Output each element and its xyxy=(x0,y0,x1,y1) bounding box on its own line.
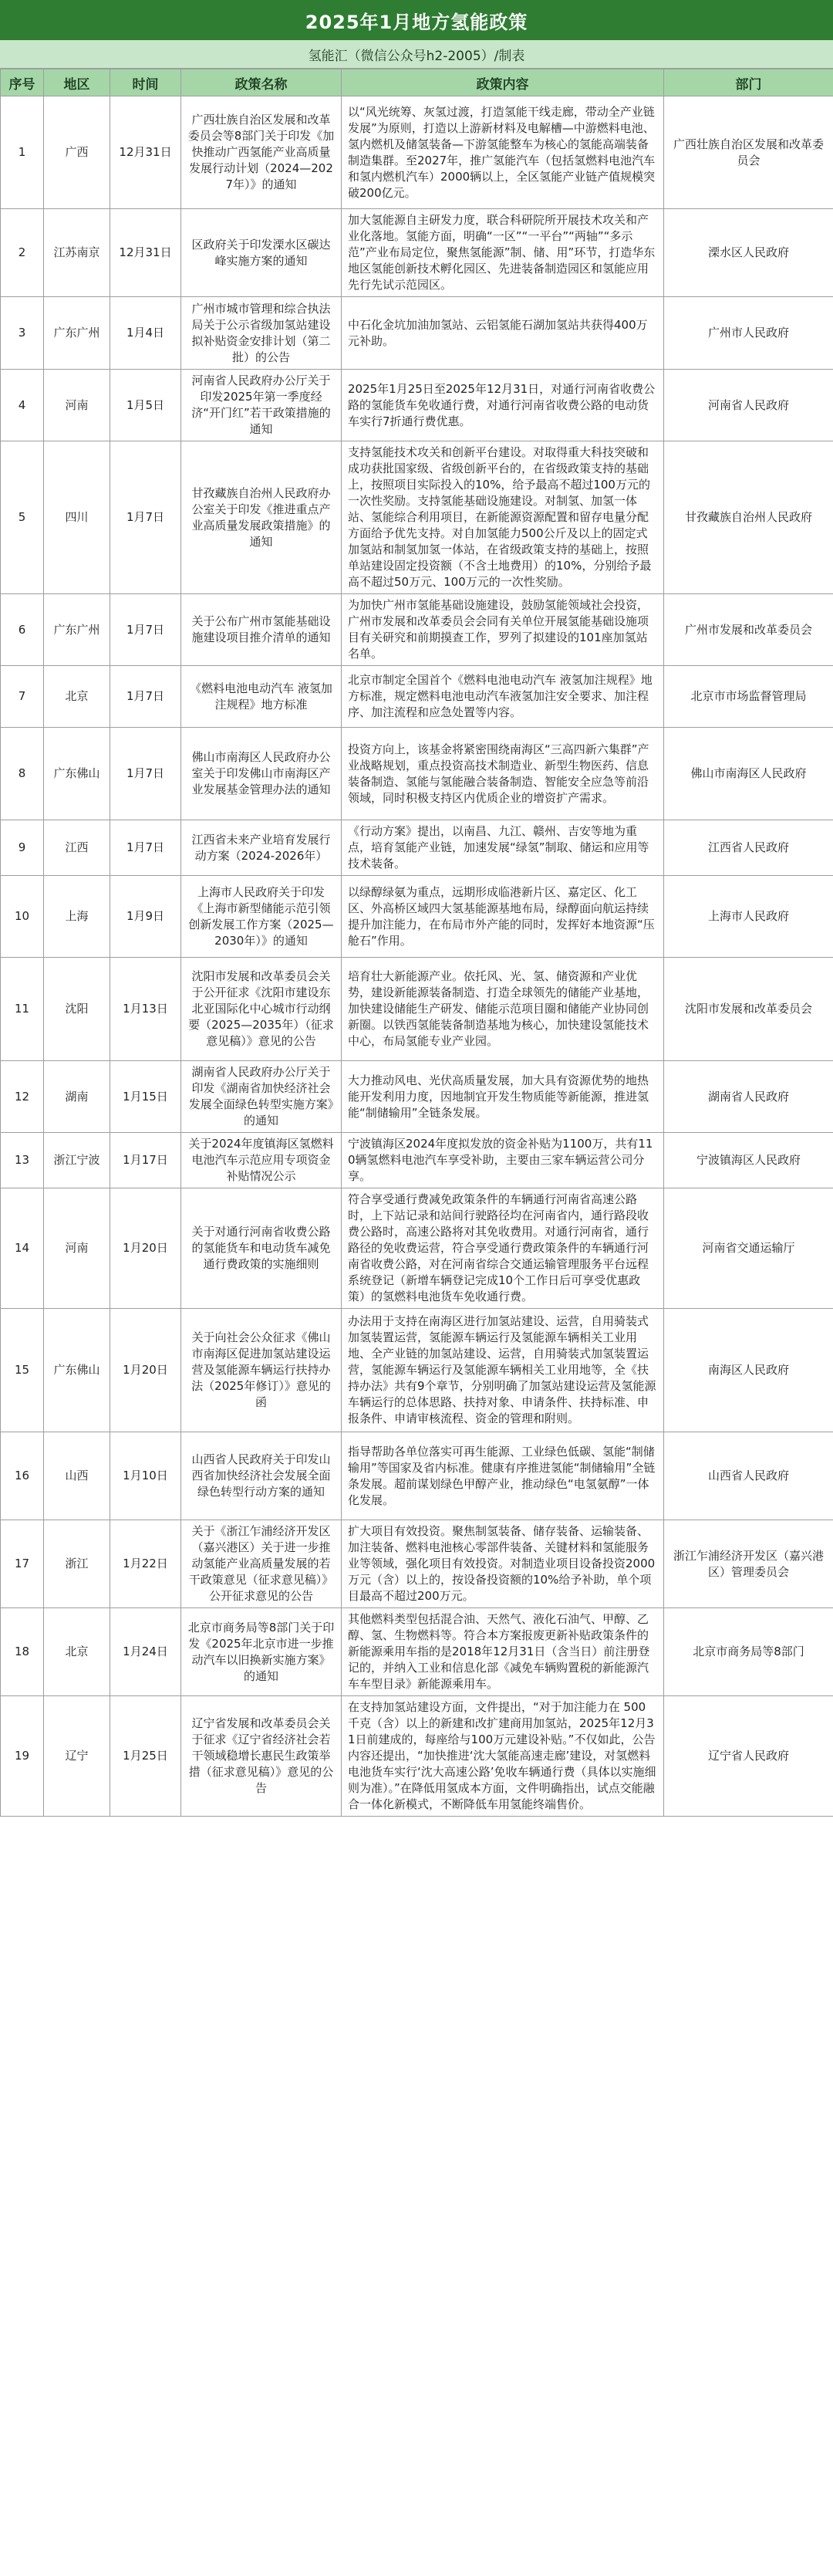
table-row xyxy=(1,820,833,876)
column-header-region: 地区 xyxy=(44,69,110,96)
table-row xyxy=(1,441,833,594)
row-policy-name: 关于《浙江乍浦经济开发区（嘉兴港区）关于进一步推动氢能产业高质量发展的若干政策意见（征求意见稿）》公开征求意见的公告 xyxy=(181,1520,342,1608)
row-policy-content: 在支持加氢站建设方面，文件提出，“对于加注能力在 500 千克（含）以上的新建和改扩建商用加氢站，2025年12月31日前建成的，每座给与100万元建设补贴。”不仅如此，公告内容还提出，“加快推进‘沈大氢能高速走廊’建设，对氢燃料电池货车实行‘沈大高速公路’免收车辆通行费（具体以实施细则为准）。”在降低用氢成本方面，文件明确指出，试点交能融合一体化新模式，不断降低车用氢能终端售价。 xyxy=(342,1696,664,1817)
row-policy-name: 甘孜藏族自治州人民政府办公室关于印发《推进重点产业高质量发展政策措施》的通知 xyxy=(181,441,342,594)
row-department: 北京市市场监督管理局 xyxy=(664,666,833,728)
row-policy-content: 符合享受通行费减免政策条件的车辆通行河南省高速公路时，上下站记录和站间行驶路径均在河南省内，通行路段收费公路时，高速公路将对其免收费用。对通行河南省，通行路径的免收费运营，符合享受通行费政策条件的车辆通行河南省收费公路，对在河南省综合交通运输管理服务平台远程系统登记（新增车辆登记完成10个工作日后可享受优惠政策）的氢燃料电池货车免收通行费。 xyxy=(342,1188,664,1309)
row-policy-name: 关于公布广州市氢能基础设施建设项目推介清单的通知 xyxy=(181,594,342,666)
row-policy-content: 北京市制定全国首个《燃料电池电动汽车 液氢加注规程》地方标准，规定燃料电池电动汽车液氢加注安全要求、加注程序、加注流程和应急处置等内容。 xyxy=(342,666,664,728)
row-region: 江西 xyxy=(44,820,110,876)
row-policy-content: 宁波镇海区2024年度拟发放的资金补贴为1100万，共有110辆氢燃料电池汽车享受补助，主要由三家车辆运营公司分享。 xyxy=(342,1133,664,1188)
page-subtitle: 氢能汇（微信公众号h2-2005）/制表 xyxy=(0,40,833,69)
row-date: 1月13日 xyxy=(110,958,181,1061)
table-row xyxy=(1,1520,833,1608)
row-policy-content: 其他燃料类型包括混合油、天然气、液化石油气、甲醇、乙醇、氢、生物燃料等。符合本方案报废更新补贴政策条件的新能源乘用车指的是2018年12月31日（含当日）前注册登记的，并纳入工业和信息化部《减免车辆购置税的新能源汽车车型目录》新能源乘用车。 xyxy=(342,1608,664,1696)
row-region: 四川 xyxy=(44,441,110,594)
row-department: 河南省交通运输厅 xyxy=(664,1188,833,1309)
row-policy-name: 《燃料电池电动汽车 液氢加注规程》地方标准 xyxy=(181,666,342,728)
row-index: 14 xyxy=(1,1188,44,1309)
row-department: 江西省人民政府 xyxy=(664,820,833,876)
row-index: 19 xyxy=(1,1696,44,1817)
row-department: 广州市发展和改革委员会 xyxy=(664,594,833,666)
row-policy-name: 辽宁省发展和改革委员会关于征求《辽宁省经济社会若干领域稳增长惠民生政策举措（征求意见稿）》意见的公告 xyxy=(181,1696,342,1817)
row-policy-content: 为加快广州市氢能基础设施建设，鼓励氢能领域社会投资，广州市发展和改革委员会会同有关单位开展氢能基础设施项目有关研究和前期摸查工作，罗列了拟建设的101座加氢站名单。 xyxy=(342,594,664,666)
row-index: 6 xyxy=(1,594,44,666)
row-region: 山西 xyxy=(44,1432,110,1520)
row-date: 12月31日 xyxy=(110,96,181,209)
table-row xyxy=(1,370,833,441)
row-region: 湖南 xyxy=(44,1061,110,1133)
row-policy-content: 中石化金坑加油加氢站、云铝氢能石湖加氢站共获得400万元补助。 xyxy=(342,297,664,370)
table-row xyxy=(1,876,833,958)
page-title: 2025年1月地方氢能政策 xyxy=(0,0,833,40)
row-department: 沈阳市发展和改革委员会 xyxy=(664,958,833,1061)
row-date: 1月7日 xyxy=(110,666,181,728)
table-row xyxy=(1,594,833,666)
row-region: 北京 xyxy=(44,666,110,728)
column-header-index: 序号 xyxy=(1,69,44,96)
row-index: 12 xyxy=(1,1061,44,1133)
row-policy-name: 山西省人民政府关于印发山西省加快经济社会发展全面绿色转型行动方案的通知 xyxy=(181,1432,342,1520)
row-index: 4 xyxy=(1,370,44,441)
row-region: 江苏南京 xyxy=(44,209,110,297)
table-row xyxy=(1,1061,833,1133)
row-department: 广州市人民政府 xyxy=(664,297,833,370)
row-policy-content: 以“风光统筹、灰氢过渡，打造氢能干线走廊，带动全产业链发展”为原则，打造以上游新材料及电解槽—中游燃料电池、氢内燃机及储氢装备—下游氢能整车为核心的氢能高端装备制造集群。至2027年，推广氢能汽车（包括氢燃料电池汽车和氢内燃机汽车）2000辆以上，全区氢能产业链产值规模突破200亿元。 xyxy=(342,96,664,209)
row-region: 浙江宁波 xyxy=(44,1133,110,1188)
row-policy-name: 上海市人民政府关于印发《上海市新型储能示范引领创新发展工作方案（2025—2030年）》的通知 xyxy=(181,876,342,958)
table-row xyxy=(1,958,833,1061)
row-index: 15 xyxy=(1,1309,44,1432)
row-date: 1月20日 xyxy=(110,1188,181,1309)
row-department: 浙江乍浦经济开发区（嘉兴港区）管理委员会 xyxy=(664,1520,833,1608)
row-department: 甘孜藏族自治州人民政府 xyxy=(664,441,833,594)
table-row xyxy=(1,1188,833,1309)
row-department: 佛山市南海区人民政府 xyxy=(664,728,833,820)
row-department: 湖南省人民政府 xyxy=(664,1061,833,1133)
row-policy-name: 沈阳市发展和改革委员会关于公开征求《沈阳市建设东北亚国际化中心城市行动纲要（2025—2035年）（征求意见稿）》意见的公告 xyxy=(181,958,342,1061)
table-row xyxy=(1,1309,833,1432)
row-policy-name: 关于对通行河南省收费公路的氢能货车和电动货车减免通行费政策的实施细则 xyxy=(181,1188,342,1309)
row-index: 2 xyxy=(1,209,44,297)
column-header-policy-content: 政策内容 xyxy=(342,69,664,96)
row-department: 宁波镇海区人民政府 xyxy=(664,1133,833,1188)
row-date: 1月9日 xyxy=(110,876,181,958)
row-policy-name: 江西省未来产业培育发展行动方案（2024-2026年） xyxy=(181,820,342,876)
row-department: 南海区人民政府 xyxy=(664,1309,833,1432)
row-policy-name: 佛山市南海区人民政府办公室关于印发佛山市南海区产业发展基金管理办法的通知 xyxy=(181,728,342,820)
row-region: 广东广州 xyxy=(44,297,110,370)
row-department: 广西壮族自治区发展和改革委员会 xyxy=(664,96,833,209)
row-policy-content: 办法用于支持在南海区进行加氢站建设、运营，自用骑装式加氢装置运营，氢能源车辆运行及氢能源车辆相关工业用地、全产业链的加氢站建设、运营，自用骑装式加氢装置运营，氢能源车辆运行及氢能源车辆相关工业用地等，全《扶持办法》共有9个章节，分别明确了加氢站建设运营及氢能源车辆运行的总体思路、扶持对象、申请条件、扶持标准、申报条件、申请审核流程、资金的管理和附则。 xyxy=(342,1309,664,1432)
row-region: 浙江 xyxy=(44,1520,110,1608)
row-date: 1月17日 xyxy=(110,1133,181,1188)
row-policy-content: 指导帮助各单位落实可再生能源、工业绿色低碳、氢能“制储输用”等国家及省内标准。健康有序推进氢能“制储输用”全链条发展。超前谋划绿色甲醇产业，推动绿色“电氢氨醇”一体化发展。 xyxy=(342,1432,664,1520)
table-row xyxy=(1,1432,833,1520)
row-date: 1月24日 xyxy=(110,1608,181,1696)
row-policy-name: 北京市商务局等8部门关于印发《2025年北京市进一步推动汽车以旧换新实施方案》的通知 xyxy=(181,1608,342,1696)
table-row xyxy=(1,297,833,370)
table-row xyxy=(1,209,833,297)
row-department: 上海市人民政府 xyxy=(664,876,833,958)
row-date: 1月7日 xyxy=(110,594,181,666)
row-policy-name: 关于向社会公众征求《佛山市南海区促进加氢站建设运营及氢能源车辆运行扶持办法（2025年修订）》意见的函 xyxy=(181,1309,342,1432)
row-policy-content: 大力推动风电、光伏高质量发展，加大具有资源优势的地热能开发利用力度，因地制宜开发生物质能等新能源，推进氢能“制储输用”全链条发展。 xyxy=(342,1061,664,1133)
row-policy-content: 《行动方案》提出，以南昌、九江、赣州、吉安等地为重点，培育氢能产业链，加速发展“绿氢”制取、储运和应用等技术装备。 xyxy=(342,820,664,876)
column-header-policy-name: 政策名称 xyxy=(181,69,342,96)
table-row xyxy=(1,728,833,820)
row-index: 8 xyxy=(1,728,44,820)
row-department: 河南省人民政府 xyxy=(664,370,833,441)
row-date: 1月15日 xyxy=(110,1061,181,1133)
row-policy-content: 投资方向上，该基金将紧密围绕南海区“三高四新六集群”产业战略规划，重点投资高技术制造业、新型生物医药、信息装备制造、氢能与氢能融合装备制造、智能安全应急等前沿领域，同时积极支持区内优质企业的增资扩产需求。 xyxy=(342,728,664,820)
row-index: 10 xyxy=(1,876,44,958)
table-row xyxy=(1,1696,833,1817)
row-department: 辽宁省人民政府 xyxy=(664,1696,833,1817)
row-index: 3 xyxy=(1,297,44,370)
row-date: 1月5日 xyxy=(110,370,181,441)
row-index: 11 xyxy=(1,958,44,1061)
row-date: 1月10日 xyxy=(110,1432,181,1520)
row-policy-name: 广州市城市管理和综合执法局关于公示省级加氢站建设拟补贴资金安排计划（第二批）的公告 xyxy=(181,297,342,370)
row-date: 1月7日 xyxy=(110,441,181,594)
row-policy-content: 扩大项目有效投资。聚焦制氢装备、储存装备、运输装备、加注装备、燃料电池核心零部件装备、关键材料和氢能服务业等领域，强化项目有效投资。对制造业项目设备投资2000万元（含）以上的，按设备投资额的10%给予补助，单个项目最高不超过200万元。 xyxy=(342,1520,664,1608)
row-policy-content: 2025年1月25日至2025年12月31日，对通行河南省收费公路的氢能货车免收通行费，对通行河南省收费公路的电动货车实行7折通行费优惠。 xyxy=(342,370,664,441)
row-region: 广东佛山 xyxy=(44,728,110,820)
row-date: 1月20日 xyxy=(110,1309,181,1432)
row-region: 河南 xyxy=(44,370,110,441)
column-header-department: 部门 xyxy=(664,69,833,96)
row-index: 17 xyxy=(1,1520,44,1608)
row-index: 9 xyxy=(1,820,44,876)
row-department: 山西省人民政府 xyxy=(664,1432,833,1520)
row-date: 12月31日 xyxy=(110,209,181,297)
row-department: 北京市商务局等8部门 xyxy=(664,1608,833,1696)
row-policy-name: 关于2024年度镇海区氢燃料电池汽车示范应用专项资金补贴情况公示 xyxy=(181,1133,342,1188)
table-row xyxy=(1,666,833,728)
row-policy-content: 培育壮大新能源产业。依托风、光、氢、储资源和产业优势，建设新能源装备制造、打造全球领先的储能产业基地，加快建设储能生产研发、储能示范项目圈和储能产业协同创新圈。以铁西氢能装备制造基地为核心，加快建设氢能技术中心，布局氢能专业产业园。 xyxy=(342,958,664,1061)
row-date: 1月4日 xyxy=(110,297,181,370)
row-index: 16 xyxy=(1,1432,44,1520)
row-index: 7 xyxy=(1,666,44,728)
row-department: 溧水区人民政府 xyxy=(664,209,833,297)
row-policy-name: 广西壮族自治区发展和改革委员会等8部门关于印发《加快推动广西氢能产业高质量发展行动计划（2024—2027年）》的通知 xyxy=(181,96,342,209)
table-row xyxy=(1,1608,833,1696)
row-policy-name: 河南省人民政府办公厅关于印发2025年第一季度经济“开门红”若干政策措施的通知 xyxy=(181,370,342,441)
row-region: 广东广州 xyxy=(44,594,110,666)
table-header xyxy=(1,69,833,96)
row-region: 北京 xyxy=(44,1608,110,1696)
row-region: 广东佛山 xyxy=(44,1309,110,1432)
row-date: 1月25日 xyxy=(110,1696,181,1817)
row-policy-content: 加大氢能源自主研发力度，联合科研院所开展技术攻关和产业化落地。氢能方面，明确“一区”“一平台”“两轴”“多示范”产业布局定位，聚焦氢能源”制、储、用”环节，打造华东地区氢能创新技术孵化园区、先进装备制造园区和氢能应用先行先试示范园区。 xyxy=(342,209,664,297)
row-date: 1月22日 xyxy=(110,1520,181,1608)
row-region: 河南 xyxy=(44,1188,110,1309)
row-index: 1 xyxy=(1,96,44,209)
row-region: 广西 xyxy=(44,96,110,209)
row-index: 13 xyxy=(1,1133,44,1188)
table-body xyxy=(1,96,833,1817)
policy-table xyxy=(0,69,833,1817)
table-row xyxy=(1,1133,833,1188)
row-policy-content: 支持氢能技术攻关和创新平台建设。对取得重大科技突破和成功获批国家级、省级创新平台的，在省级政策支持的基础上，按照项目实际投入的10%，给予最高不超过100万元的一次性奖励。支持氢能基础设施建设。对制氢、加氢一体站、氢能综合利用项目，在新能源资源配置和留存电量分配方面给予优先支持。对自加氢能力500公斤及以上的固定式加氢站和制氢加氢一体站，在省级政策支持的基础上，按照单站建设固定投资额（不含土地费用）的10%，分别给予最高不超过50万元、100万元的一次性奖励。 xyxy=(342,441,664,594)
row-policy-name: 湖南省人民政府办公厅关于印发《湖南省加快经济社会发展全面绿色转型实施方案》的通知 xyxy=(181,1061,342,1133)
row-region: 沈阳 xyxy=(44,958,110,1061)
table-row xyxy=(1,96,833,209)
column-header-date: 时间 xyxy=(110,69,181,96)
row-policy-content: 以绿醇绿氨为重点，远期形成临港新片区、嘉定区、化工区、外高桥区域四大氢基能源基地布局，绿醇面向航运持续提升加注能力，在布局市外产能的同时，发挥好本地资源“压舱石”作用。 xyxy=(342,876,664,958)
row-date: 1月7日 xyxy=(110,820,181,876)
row-policy-name: 区政府关于印发溧水区碳达峰实施方案的通知 xyxy=(181,209,342,297)
row-date: 1月7日 xyxy=(110,728,181,820)
table-header-row xyxy=(1,69,833,96)
row-index: 18 xyxy=(1,1608,44,1696)
row-index: 5 xyxy=(1,441,44,594)
row-region: 上海 xyxy=(44,876,110,958)
row-region: 辽宁 xyxy=(44,1696,110,1817)
